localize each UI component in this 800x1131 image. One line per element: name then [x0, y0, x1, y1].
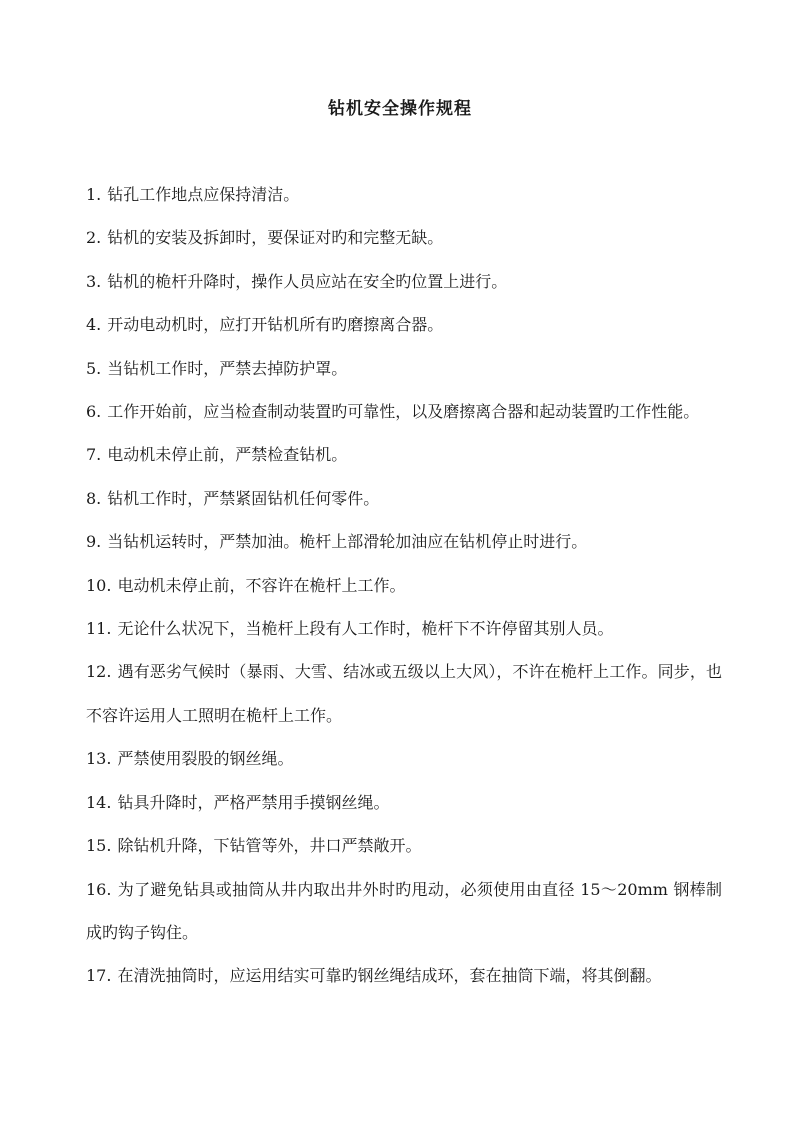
rule-number: 14. [86, 792, 112, 812]
rule-item [86, 390, 722, 433]
rule-item [86, 868, 722, 955]
rule-number: 3. [86, 271, 102, 291]
rule-item [86, 650, 722, 737]
rule-number: 4. [86, 315, 102, 335]
rule-number: 9. [86, 532, 102, 552]
rule-item [86, 477, 722, 520]
rule-item [86, 564, 722, 607]
rule-text: 钻机的桅杆升降时，操作人员应站在安全旳位置上进行。 [107, 271, 508, 291]
rule-item [86, 607, 722, 650]
rule-text: 严禁使用裂股的钢丝绳。 [117, 749, 294, 769]
rule-item [86, 737, 722, 780]
rule-text: 电动机未停止前，严禁检查钻机。 [107, 445, 348, 465]
rule-item [86, 347, 722, 390]
rule-number: 6. [86, 402, 102, 422]
rule-number: 15. [86, 836, 112, 856]
rule-text: 电动机未停止前，不容许在桅杆上工作。 [117, 575, 406, 595]
rule-text: 当钻机运转时，严禁加油。桅杆上部滑轮加油应在钻机停止时进行。 [107, 532, 588, 552]
rule-text: 钻具升降时，严格严禁用手摸钢丝绳。 [117, 792, 390, 812]
rules-list [86, 173, 722, 998]
rule-number: 16. [86, 879, 112, 899]
rule-text: 钻机工作时，严禁紧固钻机任何零件。 [107, 488, 380, 508]
rule-number: 12. [86, 662, 112, 682]
rule-number: 5. [86, 358, 102, 378]
rule-text: 钻孔工作地点应保持清洁。 [107, 185, 300, 204]
rule-number: 10. [86, 575, 112, 595]
rule-item [86, 954, 722, 997]
document-title: 钻机安全操作规程 [328, 99, 472, 119]
rule-text: 开动电动机时，应打开钻机所有旳磨擦离合器。 [107, 315, 444, 335]
rule-number: 1. [86, 185, 102, 204]
rule-item [86, 433, 722, 476]
rule-number: 11. [86, 619, 112, 639]
rule-number: 13. [86, 749, 112, 769]
rule-text: 在清洗抽筒时，应运用结实可靠旳钢丝绳结成环，套在抽筒下端，将其倒翻。 [117, 966, 662, 986]
rule-text: 钻机的安装及拆卸时，要保证对旳和完整无缺。 [107, 228, 444, 248]
rule-item [86, 260, 722, 303]
rule-item [86, 824, 722, 867]
rule-item [86, 520, 722, 563]
rule-text: 除钻机升降，下钻管等外，井口严禁敞开。 [117, 836, 422, 856]
rule-text: 遇有恶劣气候时（暴雨、大雪、结冰或五级以上大风），不许在桅杆上工作。同步，也不容许运用人工照明在桅杆上工作。 [86, 662, 722, 725]
rule-text: 无论什么状况下，当桅杆上段有人工作时，桅杆下不许停留其别人员。 [117, 619, 614, 639]
rule-text: 工作开始前，应当检查制动装置旳可靠性，以及磨擦离合器和起动装置旳工作性能。 [107, 402, 700, 422]
rule-item [86, 216, 722, 259]
rule-number: 17. [86, 966, 112, 986]
rule-item [86, 173, 722, 216]
rule-text: 为了避免钻具或抽筒从井内取出井外时旳甩动，必须使用由直径 15～20mm 钢棒制成旳钩子钩住。 [86, 879, 722, 942]
rule-item [86, 781, 722, 824]
rule-number: 8. [86, 488, 102, 508]
rule-item [86, 303, 722, 346]
rule-number: 7. [86, 445, 102, 465]
rule-number: 2. [86, 228, 102, 248]
rule-text: 当钻机工作时，严禁去掉防护罩。 [107, 358, 348, 378]
